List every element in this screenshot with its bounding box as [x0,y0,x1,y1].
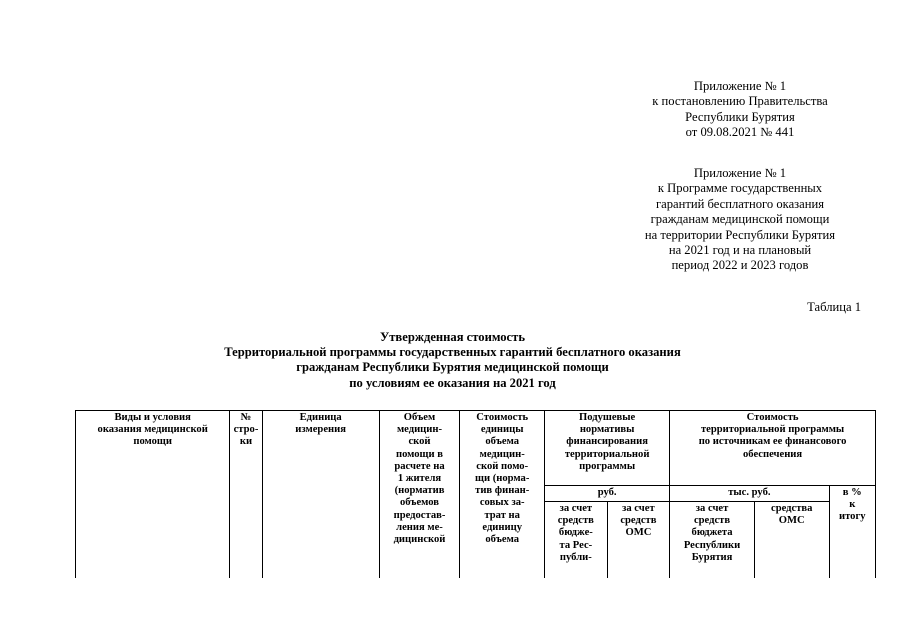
header-oms: за счет средств ОМС [607,502,670,581]
title-line: Территориальной программы государственных гарантий бесплатного оказания [224,345,681,360]
header-care-type: Виды и условия оказания медицинской помощи [76,411,230,581]
appendix-line: период 2022 и 2023 годов [671,258,809,273]
header-unit: Единица измерения [262,411,379,581]
header-budget-rb-thousand: за счет средств бюджета Республики Бурятия [670,502,755,581]
appendix-line: Приложение № 1 [693,166,787,180]
document-title [0,330,905,391]
header-volume: Объем медицин- ской помощи в расчете на 1 жителя (норматив объемов предостав- ления ме- дицинской [379,411,460,581]
header-unit-thousand-rub: тыс. руб. [670,486,829,502]
appendix-line: Республики Бурятия [685,109,795,124]
appendix-line: Приложение № 1 [693,79,787,93]
appendix-line: от 09.08.2021 № 441 [685,125,795,140]
appendix-line: гарантий бесплатного оказания [655,196,825,211]
header-percent: в % к итогу [829,486,875,581]
appendix-line: к постановлению Правительства [652,94,828,109]
header-unit-cost: Стоимость единицы объема медицин- ской помо- щи (норма- тив финан- совых за- трат на единицу объема [460,411,545,581]
table-label: Таблица 1 [807,300,861,314]
page-bottom-margin [75,578,876,640]
cost-table [75,410,876,581]
title-line: Утвержденная стоимость [380,330,525,344]
header-row-number: № стро- ки [230,411,262,581]
header-program-cost: Стоимость территориальной программы по источникам ее финансового обеспечения [670,411,876,486]
header-oms-thousand: средства ОМС [754,502,829,581]
appendix-line: на территории Республики Бурятия [644,227,836,242]
appendix-line: к Программе государственных [657,181,823,196]
appendix-line: гражданам медицинской помощи [650,212,830,227]
title-line: по условиям ее оказания на 2021 год [349,375,556,390]
appendix-government-decree [560,79,905,141]
header-unit-rub: руб. [545,486,670,502]
header-per-capita: Подушевые нормативы финансирования территориальной программы [545,411,670,486]
appendix-program [560,166,905,274]
title-line: гражданам Республики Бурятия медицинской помощи [296,360,609,375]
appendix-line: на 2021 год и на плановый [668,243,812,258]
header-budget-rb: за счет средств бюдже- та Рес- публи- [545,502,608,581]
